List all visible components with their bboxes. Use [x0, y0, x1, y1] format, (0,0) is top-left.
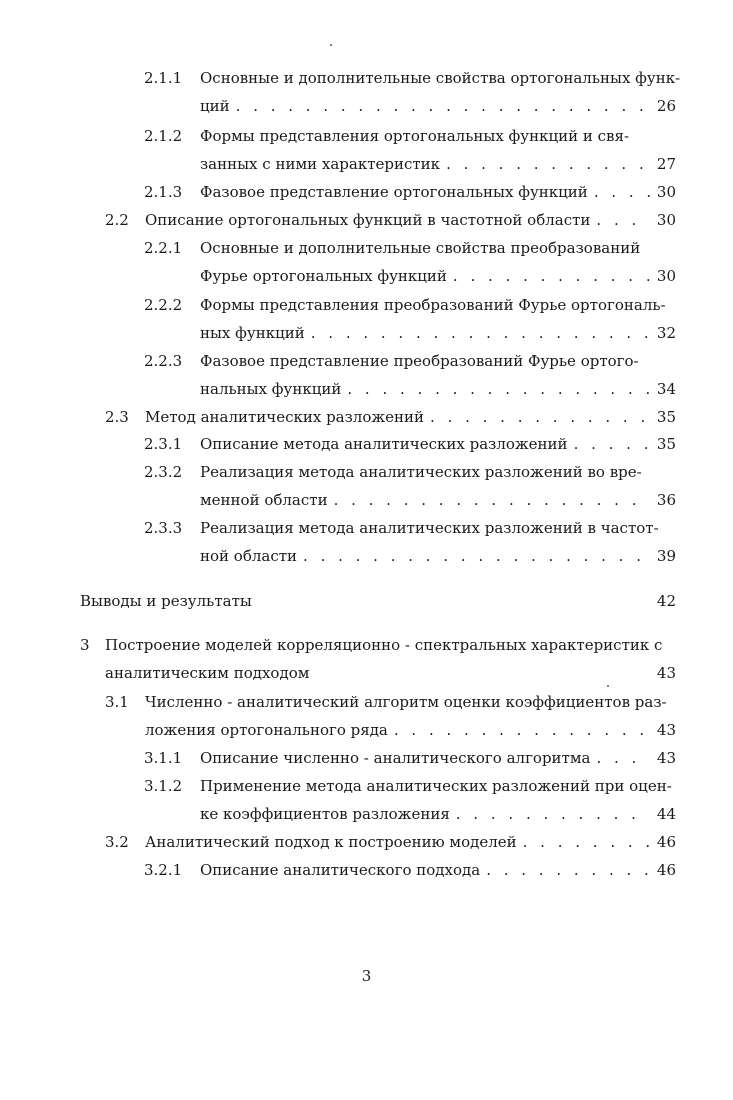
section-number: 3.2.1: [144, 861, 183, 879]
section-title-line-2: [200, 319, 676, 347]
section-title: Фазовое представление ортогональных функций: [200, 183, 588, 201]
section-title-line-2: [200, 375, 676, 403]
section-title-line-1: Основные и дополнительные свойства преобразований: [200, 239, 641, 257]
section-title-line-1: [145, 828, 676, 856]
leader-dots: [334, 486, 650, 514]
section-title-line-1: Реализация метода аналитических разложений в частот-: [200, 519, 659, 537]
page-number: 30: [656, 211, 676, 229]
toc-entry-2-2-2[interactable]: [144, 291, 676, 347]
leader-dots: [523, 828, 650, 856]
toc-entry-3-1-1[interactable]: [144, 744, 676, 772]
section-title-line-2: [200, 486, 676, 514]
section-title-continued: ке коэффициентов разложения: [200, 805, 450, 823]
page-number: 27: [656, 155, 676, 173]
section-number: 2.3: [105, 408, 129, 426]
section-title-line-1: Численно - аналитический алгоритм оценки коэффициентов раз-: [145, 693, 667, 711]
section-title-continued: менной области: [200, 491, 328, 509]
section-title: Описание численно - аналитического алгоритма: [200, 749, 591, 767]
section-number: 2.2: [105, 211, 129, 229]
leader-dots: [456, 800, 650, 828]
section-title-continued: Фурье ортогональных функций: [200, 267, 447, 285]
section-number: 2.3.3: [144, 519, 183, 537]
leader-dots: [303, 542, 650, 570]
toc-entry-2-1-3[interactable]: [144, 178, 676, 206]
page-number: 42: [656, 592, 676, 610]
leader-dots: [311, 319, 650, 347]
section-title-line-2: [200, 150, 676, 178]
section-title-continued: ций: [200, 97, 230, 115]
leader-dots: [446, 150, 650, 178]
section-number: 3.1: [105, 693, 129, 711]
toc-entry-3-2-1[interactable]: [144, 856, 676, 884]
section-title-continued: занных с ними характеристик: [200, 155, 441, 173]
section-title-line-1: Построение моделей корреляционно - спектральных характеристик с: [105, 636, 663, 654]
chapter-number: 3: [80, 636, 90, 654]
page-number: 35: [656, 408, 676, 426]
page-number: 32: [656, 324, 676, 342]
leader-dots: [596, 744, 650, 772]
section-title-continued: ложения ортогонального ряда: [145, 721, 388, 739]
toc-entry-3-1-2[interactable]: [144, 772, 676, 828]
section-title-line-1: [200, 856, 676, 884]
page-number: 43: [656, 749, 676, 767]
section-title: Выводы и результаты: [80, 592, 252, 610]
section-title-line-2: [200, 92, 676, 120]
section-number: 2.3.1: [144, 435, 183, 453]
page-number: 30: [656, 183, 676, 201]
section-title-line-1: [200, 178, 676, 206]
section-title: Описание метода аналитических разложений: [200, 435, 568, 453]
section-number: 2.3.2: [144, 463, 183, 481]
section-title-line-1: [200, 744, 676, 772]
section-title: Аналитический подход к построению моделей: [145, 833, 517, 851]
page-number: 34: [656, 380, 676, 398]
section-number: 2.1.2: [144, 127, 183, 145]
section-title-line-2: [200, 800, 676, 828]
page-number: 26: [656, 97, 676, 115]
section-title-continued: нальных функций: [200, 380, 342, 398]
page-number: 44: [656, 805, 676, 823]
page-number: 46: [656, 833, 676, 851]
leader-dots: [486, 856, 650, 884]
toc-entry-3-1[interactable]: [105, 688, 676, 744]
section-title-line-1: [80, 587, 676, 615]
toc-entry-3-2[interactable]: [105, 828, 676, 856]
section-title: Метод аналитических разложений: [145, 408, 425, 426]
section-title-line-1: [200, 430, 676, 458]
toc-entry-2-3-2[interactable]: [144, 458, 676, 514]
section-title-line-2: [105, 659, 676, 687]
footer-page-number: 3: [361, 967, 372, 985]
page-number: 43: [656, 721, 676, 739]
toc-entry-2-2[interactable]: [105, 206, 676, 234]
toc-entry-2-1-2[interactable]: [144, 122, 676, 178]
page-number: 30: [656, 267, 676, 285]
section-title-continued: ных функций: [200, 324, 305, 342]
section-number: 2.1.3: [144, 183, 183, 201]
page-number: 46: [656, 861, 676, 879]
section-title-line-2: [200, 542, 676, 570]
leader-dots: [347, 375, 650, 403]
toc-entry-2-3-1[interactable]: [144, 430, 676, 458]
section-number: 2.2.2: [144, 296, 183, 314]
leader-dots: [394, 716, 650, 744]
section-title-line-1: Фазовое представление преобразований Фурье ортого-: [200, 352, 639, 370]
leader-dots: [594, 178, 650, 206]
toc-entry-2-3[interactable]: [105, 403, 676, 431]
section-title-continued: аналитическим подходом: [105, 664, 310, 682]
section-number: 3.1.2: [144, 777, 183, 795]
page-number: 36: [656, 491, 676, 509]
section-title: Описание ортогональных функций в частотной области: [145, 211, 591, 229]
section-number: 2.2.1: [144, 239, 183, 257]
page-number: 39: [656, 547, 676, 565]
section-number: 2.1.1: [144, 69, 183, 87]
section-title-line-1: Формы представления ортогональных функций и свя-: [200, 127, 630, 145]
page-number: 43: [656, 664, 676, 682]
leader-dots: [596, 206, 650, 234]
section-title-line-1: Формы представления преобразований Фурье ортогональ-: [200, 296, 666, 314]
section-title-line-1: Применение метода аналитических разложений при оцен-: [200, 777, 672, 795]
section-title-line-1: [145, 403, 676, 431]
toc-entry-chapter-3[interactable]: [80, 631, 676, 687]
scan-speck: [330, 44, 332, 46]
section-title-line-1: Основные и дополнительные свойства ортогональных функ-: [200, 69, 681, 87]
leader-dots: [574, 430, 650, 458]
section-title-line-2: [145, 716, 676, 744]
leader-dots: [236, 92, 650, 120]
section-number: 2.2.3: [144, 352, 183, 370]
section-title-line-1: Реализация метода аналитических разложений во вре-: [200, 463, 642, 481]
section-title-line-2: [200, 262, 676, 290]
section-number: 3.2: [105, 833, 129, 851]
page-number: 35: [656, 435, 676, 453]
section-number: 3.1.1: [144, 749, 183, 767]
leader-dots: [430, 403, 650, 431]
toc-entry-2-2-1[interactable]: [144, 234, 676, 290]
section-title-line-1: [145, 206, 676, 234]
toc-entry-2-3-3[interactable]: [144, 514, 676, 570]
toc-entry-2-2-3[interactable]: [144, 347, 676, 403]
toc-entry-conclusions[interactable]: [80, 587, 676, 615]
section-title-continued: ной области: [200, 547, 298, 565]
toc-entry-2-1-1[interactable]: [144, 64, 681, 120]
section-title: Описание аналитического подхода: [200, 861, 481, 879]
leader-dots: [453, 262, 650, 290]
